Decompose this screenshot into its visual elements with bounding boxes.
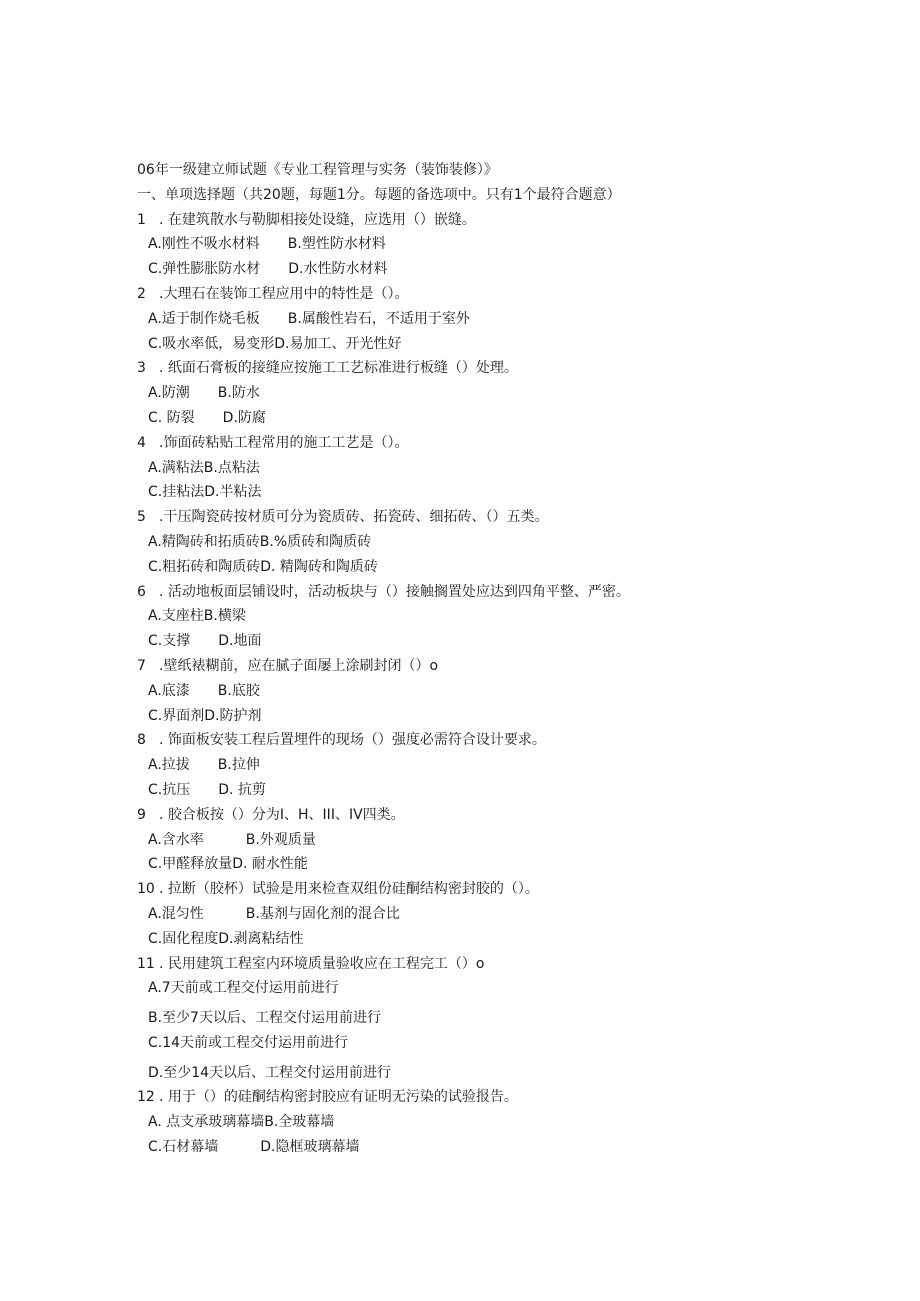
question-text: . 饰面板安装工程后置埋件的现场（）强度必需符合设计要求。 [159,732,546,749]
question-number: 6 [137,583,146,600]
question-text: . 用于（）的硅酮结构密封胶应有证明无污染的试验报告。 [159,1089,518,1106]
question-number: 5 [137,509,146,526]
question-7 [137,654,697,679]
question-number: 8 [137,732,146,749]
question-number: 10 [137,881,155,898]
option-line: A.满粘法B.点粘法 [148,459,260,476]
question-6 [137,580,697,605]
question-3 [137,356,697,381]
question-number: 12 [137,1089,155,1106]
question-9 [137,803,697,828]
option-line: A. 点支承玻璃幕墙B.全玻幕墙 [148,1114,335,1131]
document-content [137,158,697,1160]
option-line: C.粗拓砖和陶质砖D. 精陶砖和陶质砖 [148,558,378,575]
option-line: A.支座柱B.横梁 [148,608,246,625]
section-heading: 一、单项选择题（共20题，每题1分。每题的备选项中。只有1个最符合题意） [137,186,621,203]
option-line: C.吸水率低，易变形D.易加工、开光性好 [148,335,402,352]
question-11 [137,952,697,977]
question-list [137,208,697,1160]
question-12 [137,1085,697,1110]
option-line: C.抗压 D. 抗剪 [148,781,266,798]
question-number: 1 [137,211,146,228]
option-line: C.弹性膨胀防水材 D.水性防水材料 [148,261,388,278]
question-10 [137,877,697,902]
option-line: C. 防裂 D.防腐 [148,409,266,426]
option-line: A.含水率 B.外观质量 [148,831,316,848]
option-line: A.精陶砖和拓质砖B.%质砖和陶质砖 [148,533,372,550]
option-line: A.适于制作烧毛板 B.属酸性岩石，不适用于室外 [148,310,470,327]
question-text: . 民用建筑工程室内环境质量验收应在工程完工（）o [159,955,485,972]
question-number: 9 [137,806,146,823]
question-number: 4 [137,434,146,451]
option-line: C.石材幕墙 D.隐框玻璃幕墙 [148,1139,360,1156]
question-number: 3 [137,360,146,377]
question-text: .干压陶瓷砖按材质可分为瓷质砖、拓瓷砖、细拓砖、（）五类。 [159,509,549,526]
question-text: . 在建筑散水与勒脚相接处设缝，应选用（）嵌缝。 [159,211,476,228]
option-line: A.混匀性 B.基剂与固化剂的混合比 [148,905,400,922]
option-line: D.至少14天以后、工程交付运用前进行 [148,1064,392,1081]
option-line: A.拉拔 B.拉伸 [148,757,260,774]
option-line: A.刚性不吸水材料 B.塑性防水材料 [148,236,386,253]
question-1 [137,208,697,233]
question-number: 11 [137,955,155,972]
question-text: . 胶合板按（）分为I、H、III、IV四类。 [159,806,405,823]
option-line: A.防潮 B.防水 [148,385,260,402]
question-text: .饰面砖粘贴工程常用的施工工艺是（）。 [159,434,409,451]
option-line: B.至少7天以后、工程交付运用前进行 [148,1010,381,1027]
question-4 [137,431,697,456]
option-line: C.支撑 D.地面 [148,633,262,650]
option-line: C.固化程度D.剥离粘结性 [148,930,304,947]
question-text: . 拉断（胶杯）试验是用来检查双组份硅酮结构密封胶的（）。 [159,881,539,898]
option-line: A.7天前或工程交付运用前进行 [148,980,339,997]
question-text: . 纸面石膏板的接缝应按施工工艺标准进行板缝（）处理。 [159,360,518,377]
question-text: .壁纸裱糊前，应在腻子面屡上涂刷封闭（）o [159,657,439,674]
question-number: 7 [137,657,146,674]
question-text: . 活动地板面层铺设时，活动板块与（）接触搁置处应达到四角平整、严密。 [159,583,630,600]
question-8 [137,728,697,753]
document-title: 06年一级建立师试题《专业工程管理与实务（装饰装修）》 [137,162,498,178]
question-number: 2 [137,285,146,302]
question-2 [137,282,697,307]
question-5 [137,505,697,530]
option-line: A.底漆 B.底胶 [148,682,260,699]
option-line: C.界面剂D.防护剂 [148,707,262,724]
question-text: .大理石在装饰工程应用中的特性是（）。 [159,285,409,302]
option-line: C.挂粘法D.半粘法 [148,484,262,501]
option-line: C.14天前或工程交付运用前进行 [148,1034,349,1051]
option-line: C.甲醛释放量D. 耐水性能 [148,856,308,873]
